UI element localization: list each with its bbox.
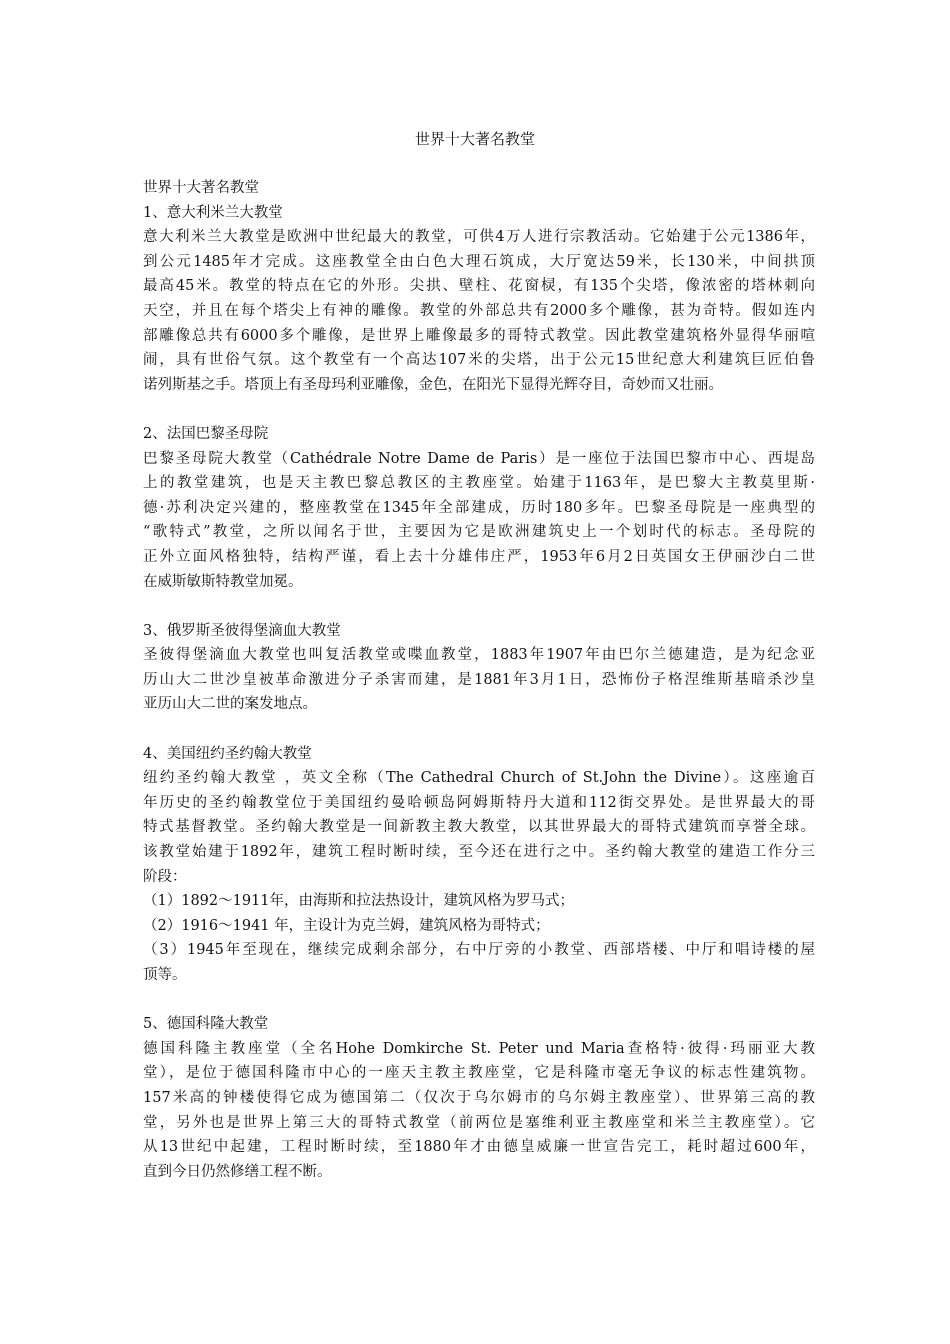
paragraph-line: 意大利米兰大教堂是欧洲中世纪最大的教堂，可供4万人进行宗教活动。它始建于公元1386年， <box>143 229 815 246</box>
section-spacer <box>143 594 815 619</box>
paragraph-line: “歌特式”教堂，之所以闻名于世，主要因为它是欧洲建筑史上一个划时代的标志。圣母院的 <box>143 524 815 541</box>
section-heading: 1、意大利米兰大教堂 <box>143 204 283 221</box>
paragraph-line: 德国科隆主教座堂（全名Hohe Domkirche St. Peter und Maria查格特·彼得·玛丽亚大教 <box>143 1040 815 1057</box>
paragraph-line: 纽约圣约翰大教堂 ，英文全称（The Cathedral Church of St.John the Divine）。这座逾百 <box>143 770 815 787</box>
paragraph-line: 该教堂始建于1892年，建筑工程时断时续，至今还在进行之中。圣约翰大教堂的建造工作分三 <box>143 844 815 861</box>
paragraph-line: 堂，另外也是世界上第三大的哥特式教堂（前两位是塞维利亚主教座堂和米兰主教座堂）。它 <box>143 1114 815 1131</box>
paragraph-line: （2）1916～1941 年，主设计为克兰姆，建筑风格为哥特式； <box>143 917 550 934</box>
paragraph-line: 天空，并且在每个塔尖上有神的雕像。教堂的外部总共有2000多个雕像，甚为奇特。假如连内 <box>143 302 815 319</box>
paragraph-line: 堂），是位于德国科隆市中心的一座天主教主教座堂，它是科隆市毫无争议的标志性建筑物。 <box>143 1065 815 1082</box>
section-heading: 4、美国纽约圣约翰大教堂 <box>143 745 312 762</box>
paragraph-line: 诺列斯基之手。塔顶上有圣母玛利亚雕像，金色，在阳光下显得光辉夺目，奇妙而又壮丽。 <box>143 376 723 393</box>
section-heading: 2、法国巴黎圣母院 <box>143 425 269 442</box>
paragraph-line: 亚历山大二世的案发地点。 <box>143 696 317 713</box>
paragraph-line: 巴黎圣母院大教堂（Cathédrale Notre Dame de Paris）是一座位于法国巴黎市中心、西堤岛 <box>143 450 815 467</box>
section-spacer <box>143 988 815 1013</box>
paragraph-line: 正外立面风格独特，结构严谨，看上去十分雄伟庄严，1953年6月2日英国女王伊丽沙白二世 <box>143 548 815 565</box>
paragraph-line: （1）1892～1911年，由海斯和拉法热设计，建筑风格为罗马式； <box>143 893 575 910</box>
paragraph-line: 部雕像总共有6000多个雕像，是世界上雕像最多的哥特式教堂。因此教堂建筑格外显得华丽喧 <box>143 327 815 344</box>
paragraph-line: 157米高的钟楼使得它成为德国第二（仅次于乌尔姆市的乌尔姆主教座堂）、世界第三高的教 <box>143 1089 815 1106</box>
paragraph-line: 历山大二世沙皇被革命激进分子杀害而建，是1881年3月1日，恐怖份子格涅维斯基暗杀沙皇 <box>143 671 815 688</box>
paragraph-line: 阶段： <box>143 868 187 885</box>
document-body <box>143 176 815 1184</box>
paragraph-line: （3）1945年至现在，继续完成剩余部分，右中厅旁的小教堂、西部塔楼、中厅和唱诗楼的屋 <box>143 942 815 959</box>
paragraph-line: 特式基督教堂。圣约翰大教堂是一间新教主教大教堂，以其世界最大的哥特式建筑而享誉全球。 <box>143 819 815 836</box>
section-spacer <box>143 717 815 742</box>
paragraph-line: 闹，具有世俗气氛。这个教堂有一个高达107米的尖塔，出于公元15世纪意大利建筑巨匠伯鲁 <box>143 352 815 369</box>
paragraph-line: 年历史的圣约翰教堂位于美国纽约曼哈顿岛阿姆斯特丹大道和112街交界处。是世界最大的哥 <box>143 794 815 811</box>
paragraph-line: 圣彼得堡滴血大教堂也叫复活教堂或喋血教堂，1883年1907年由巴尔兰德建造，是为纪念亚 <box>143 647 815 664</box>
paragraph-line: 最高45米。教堂的特点在它的外形。尖拱、壁柱、花窗棂，有135个尖塔，像浓密的塔林刺向 <box>143 278 815 295</box>
document-title: 世界十大著名教堂 <box>414 130 535 148</box>
section-heading: 5、德国科隆大教堂 <box>143 1016 269 1033</box>
paragraph-line: 在威斯敏斯特教堂加冕。 <box>143 573 303 590</box>
paragraph-line: 到公元1485年才完成。这座教堂全由白色大理石筑成，大厅宽达59米，长130米，中间拱顶 <box>143 253 815 270</box>
paragraph-line: 直到今日仍然修缮工程不断。 <box>143 1163 332 1180</box>
document-subtitle: 世界十大著名教堂 <box>143 180 259 196</box>
paragraph-line: 德·苏利决定兴建的，整座教堂在1345年全部建成，历时180多年。巴黎圣母院是一座典型的 <box>143 499 815 516</box>
paragraph-line: 顶等。 <box>143 967 187 983</box>
section-spacer <box>143 397 815 422</box>
paragraph-line: 从13世纪中起建，工程时断时续，至1880年才由德皇威廉一世宣告完工，耗时超过600年， <box>143 1139 815 1156</box>
section-heading: 3、俄罗斯圣彼得堡滴血大教堂 <box>143 622 341 639</box>
paragraph-line: 上的教堂建筑，也是天主教巴黎总教区的主教座堂。始建于1163年，是巴黎大主教莫里斯· <box>143 475 815 492</box>
